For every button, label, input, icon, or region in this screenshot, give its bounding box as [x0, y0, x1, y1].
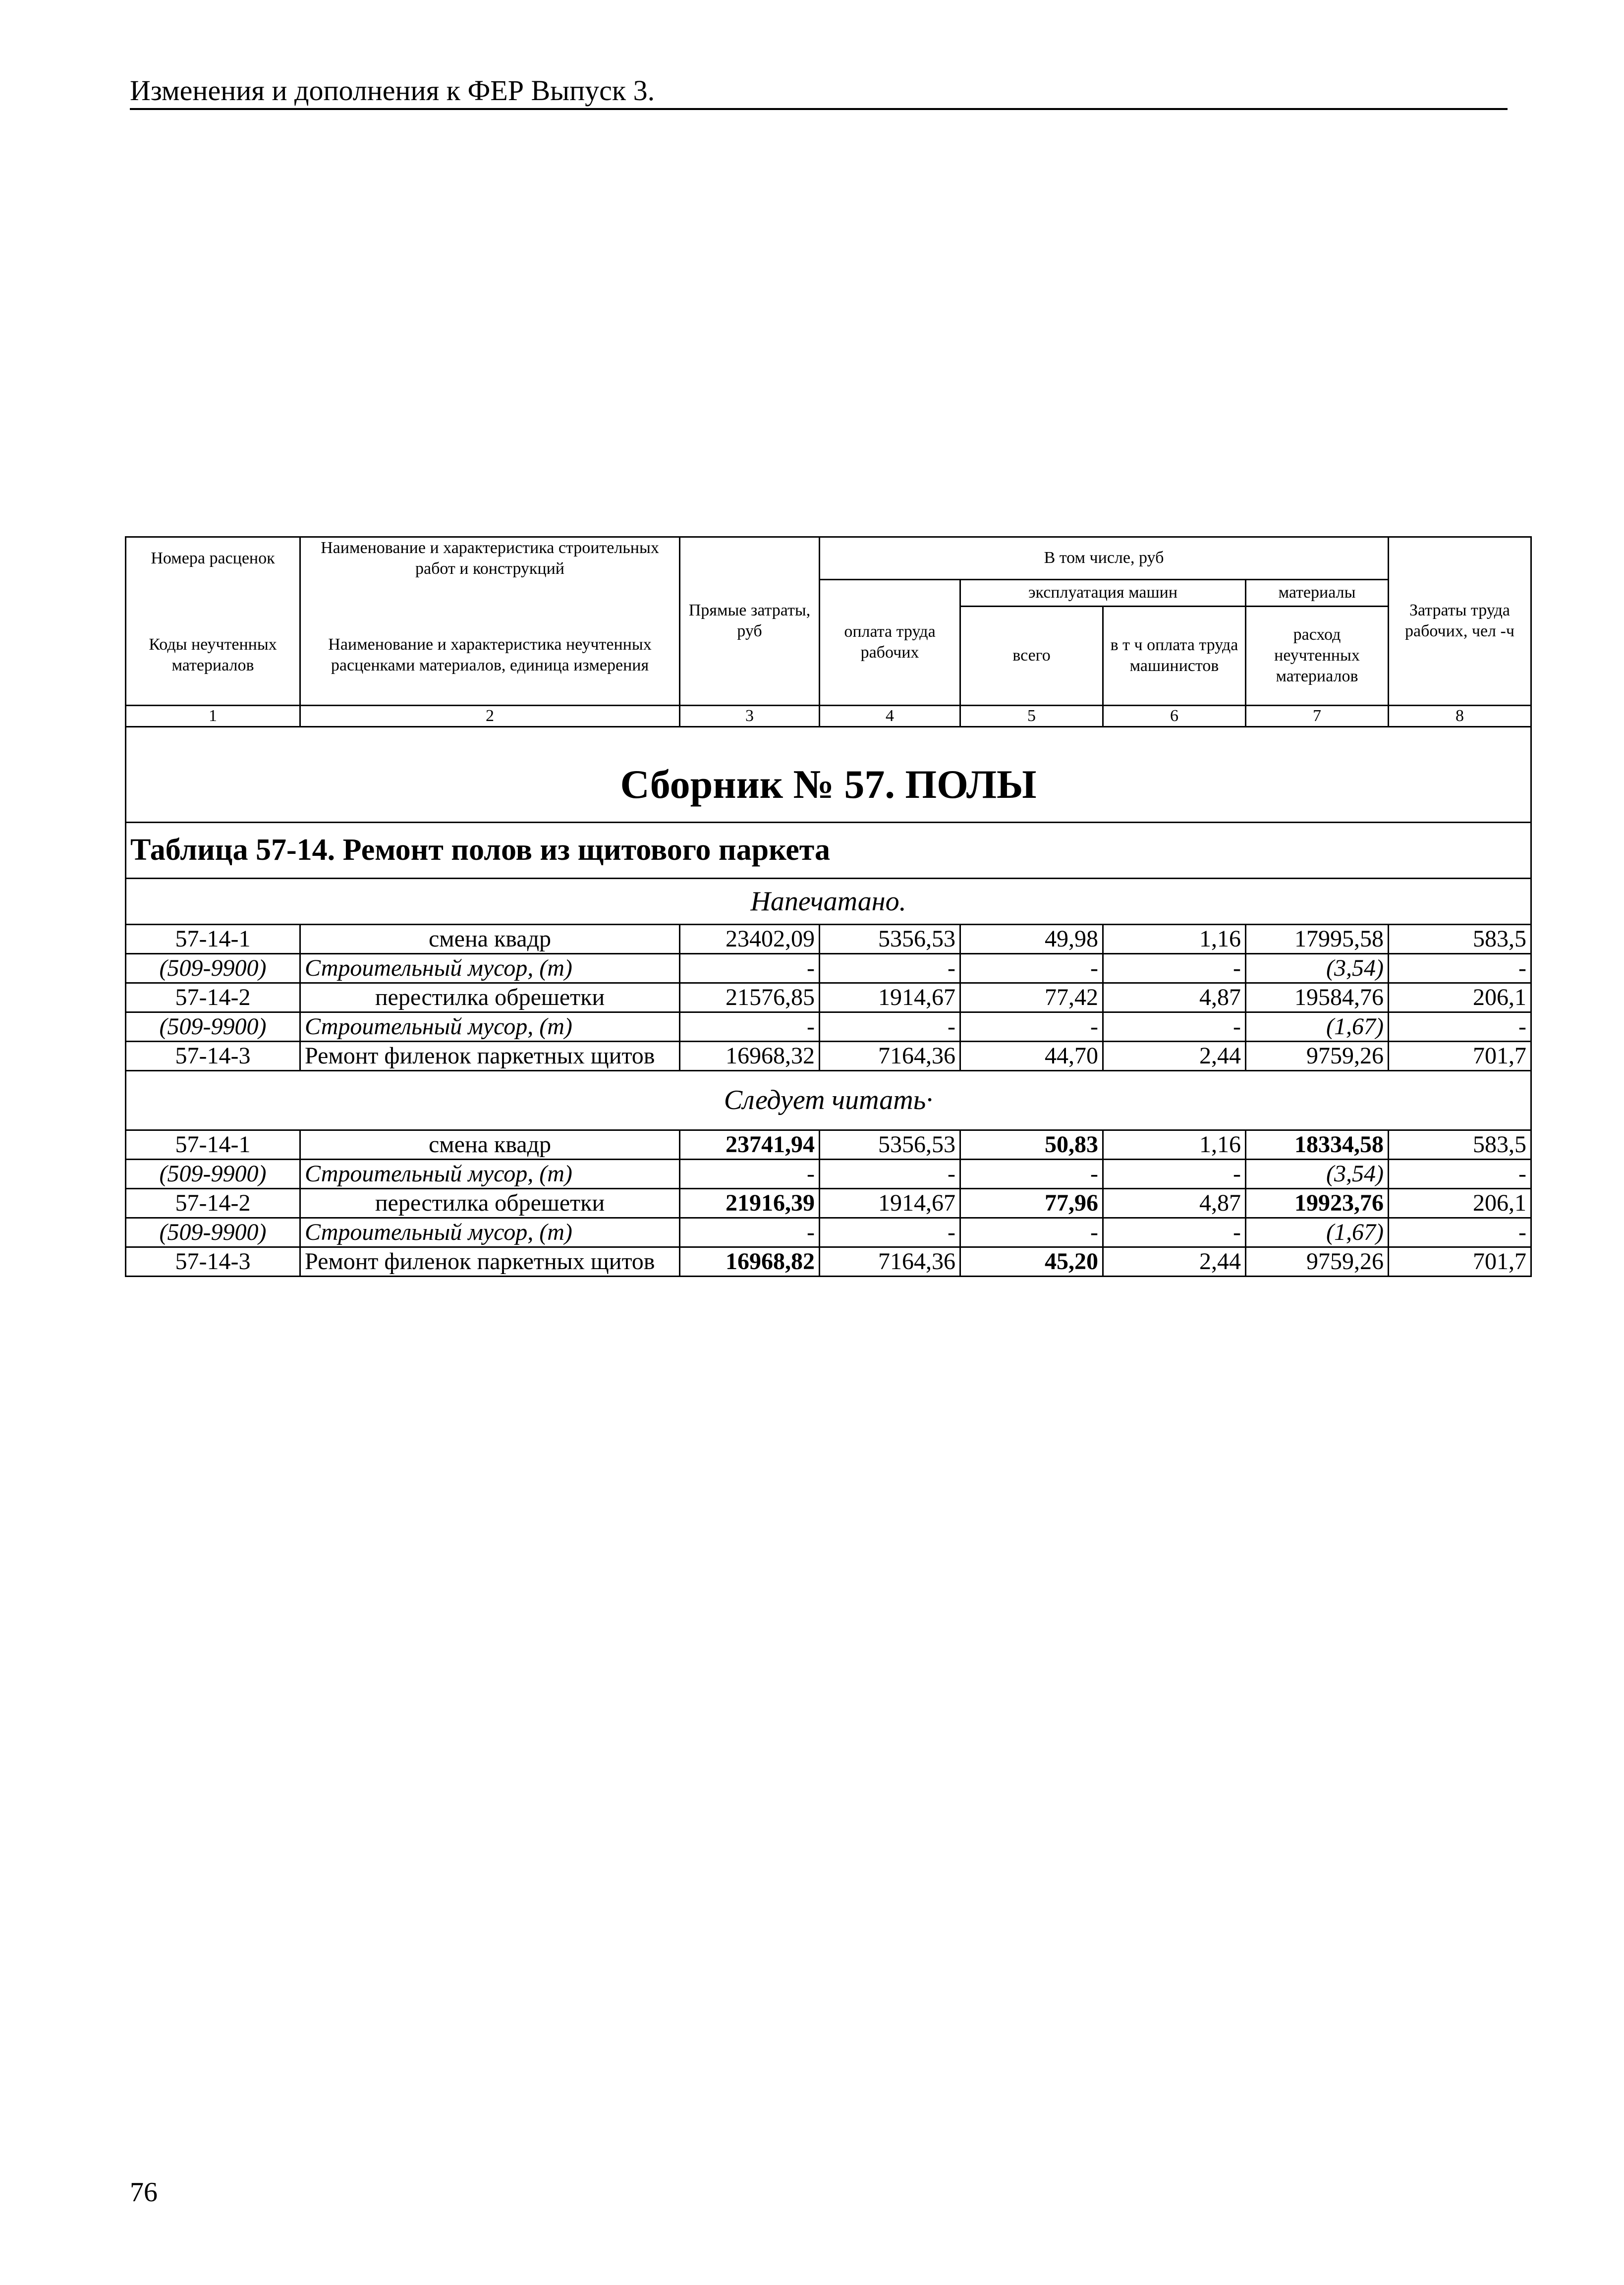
printed-label: Напечатано. [126, 878, 1531, 924]
direct-costs: 21916,39 [680, 1188, 820, 1218]
header-direct-costs: Прямые затраты, руб [680, 537, 820, 706]
header-materials: материалы [1246, 579, 1389, 606]
column-number: 7 [1246, 705, 1389, 726]
direct-costs: - [680, 1218, 820, 1247]
machines-total: 49,98 [960, 924, 1103, 953]
work-name: смена квадр [300, 1130, 680, 1159]
labor-pay: 5356,53 [820, 1130, 960, 1159]
materials-cost: 19923,76 [1246, 1188, 1389, 1218]
labor-pay: 7164,36 [820, 1247, 960, 1276]
column-number: 8 [1389, 705, 1531, 726]
rate-code: 57-14-2 [126, 1188, 300, 1218]
header-unaccounted-materials: расход неучтенных материалов [1246, 606, 1389, 705]
material-name: Строительный мусор, (т) [300, 1218, 680, 1247]
labor-hours: - [1389, 953, 1531, 983]
labor-hours: 583,5 [1389, 924, 1531, 953]
header-material-names: Наименование и характеристика неучтенных расценками материалов, единица измерения [300, 606, 680, 705]
should-read-label: Следует читать· [126, 1070, 1531, 1130]
machinists-pay: 4,87 [1103, 983, 1246, 1012]
column-number: 6 [1103, 705, 1246, 726]
direct-costs: 23741,94 [680, 1130, 820, 1159]
material-code: (509-9900) [126, 1012, 300, 1041]
rate-code: 57-14-3 [126, 1247, 300, 1276]
machinists-pay: 2,44 [1103, 1247, 1246, 1276]
header-machines-total: всего [960, 606, 1103, 705]
machinists-pay: 2,44 [1103, 1041, 1246, 1070]
direct-costs: - [680, 953, 820, 983]
header-material-codes: Коды неучтенных материалов [126, 606, 300, 705]
rate-code: 57-14-3 [126, 1041, 300, 1070]
material-code: (509-9900) [126, 953, 300, 983]
labor-pay: 5356,53 [820, 924, 960, 953]
machines-total: 77,96 [960, 1188, 1103, 1218]
material-name: Строительный мусор, (т) [300, 1159, 680, 1188]
direct-costs: - [680, 1159, 820, 1188]
direct-costs: 16968,82 [680, 1247, 820, 1276]
collection-title: Сборник № 57. ПОЛЫ [126, 726, 1531, 822]
header-labor-hours: Затраты труда рабочих, чел -ч [1389, 537, 1531, 706]
materials-cost: 17995,58 [1246, 924, 1389, 953]
machines-total: 50,83 [960, 1130, 1103, 1159]
rate-code: 57-14-1 [126, 1130, 300, 1159]
header-labor-pay: оплата труда рабочих [820, 579, 960, 705]
labor-hours: - [1389, 1218, 1531, 1247]
column-number: 1 [126, 705, 300, 726]
materials-cost: 19584,76 [1246, 983, 1389, 1012]
material-consumption: (3,54) [1246, 1159, 1389, 1188]
machinists-pay: - [1103, 953, 1246, 983]
work-name: перестилка обрешетки [300, 1188, 680, 1218]
machinists-pay: 4,87 [1103, 1188, 1246, 1218]
labor-pay: - [820, 1159, 960, 1188]
labor-hours: 701,7 [1389, 1041, 1531, 1070]
header-machines: эксплуатация машин [960, 579, 1246, 606]
labor-hours: 701,7 [1389, 1247, 1531, 1276]
machines-total: - [960, 953, 1103, 983]
material-name: Строительный мусор, (т) [300, 953, 680, 983]
machinists-pay: 1,16 [1103, 924, 1246, 953]
column-number: 5 [960, 705, 1103, 726]
materials-cost: 18334,58 [1246, 1130, 1389, 1159]
machines-total: - [960, 1218, 1103, 1247]
work-name: Ремонт филенок паркетных щитов [300, 1041, 680, 1070]
rate-code: 57-14-1 [126, 924, 300, 953]
direct-costs: 16968,32 [680, 1041, 820, 1070]
header-machinists-pay: в т ч оплата труда машинистов [1103, 606, 1246, 705]
machines-total: - [960, 1012, 1103, 1041]
rate-code: 57-14-2 [126, 983, 300, 1012]
header-including: В том числе, руб [820, 537, 1389, 580]
labor-pay: 1914,67 [820, 1188, 960, 1218]
labor-pay: - [820, 1218, 960, 1247]
material-consumption: (1,67) [1246, 1012, 1389, 1041]
labor-hours: 583,5 [1389, 1130, 1531, 1159]
column-number: 3 [680, 705, 820, 726]
column-number: 2 [300, 705, 680, 726]
materials-cost: 9759,26 [1246, 1247, 1389, 1276]
page-header: Изменения и дополнения к ФЕР Выпуск 3. [130, 73, 1508, 110]
direct-costs: - [680, 1012, 820, 1041]
machinists-pay: - [1103, 1218, 1246, 1247]
price-table [125, 536, 1532, 1277]
labor-pay: 1914,67 [820, 983, 960, 1012]
labor-pay: - [820, 1012, 960, 1041]
table-title: Таблица 57-14. Ремонт полов из щитового паркета [126, 822, 1531, 878]
header-work-name: Наименование и характеристика строительных работ и конструкций [300, 537, 680, 580]
machines-total: 44,70 [960, 1041, 1103, 1070]
machinists-pay: - [1103, 1012, 1246, 1041]
work-name: перестилка обрешетки [300, 983, 680, 1012]
material-code: (509-9900) [126, 1159, 300, 1188]
labor-hours: - [1389, 1012, 1531, 1041]
header-rate-numbers: Номера расценок [126, 537, 300, 580]
machinists-pay: - [1103, 1159, 1246, 1188]
materials-cost: 9759,26 [1246, 1041, 1389, 1070]
machines-total: 45,20 [960, 1247, 1103, 1276]
machines-total: - [960, 1159, 1103, 1188]
material-code: (509-9900) [126, 1218, 300, 1247]
work-name: Ремонт филенок паркетных щитов [300, 1247, 680, 1276]
material-consumption: (1,67) [1246, 1218, 1389, 1247]
labor-hours: 206,1 [1389, 1188, 1531, 1218]
material-consumption: (3,54) [1246, 953, 1389, 983]
machinists-pay: 1,16 [1103, 1130, 1246, 1159]
material-name: Строительный мусор, (т) [300, 1012, 680, 1041]
machines-total: 77,42 [960, 983, 1103, 1012]
direct-costs: 23402,09 [680, 924, 820, 953]
column-number: 4 [820, 705, 960, 726]
direct-costs: 21576,85 [680, 983, 820, 1012]
labor-hours: 206,1 [1389, 983, 1531, 1012]
labor-pay: - [820, 953, 960, 983]
page-number: 76 [130, 2177, 158, 2208]
labor-hours: - [1389, 1159, 1531, 1188]
labor-pay: 7164,36 [820, 1041, 960, 1070]
work-name: смена квадр [300, 924, 680, 953]
